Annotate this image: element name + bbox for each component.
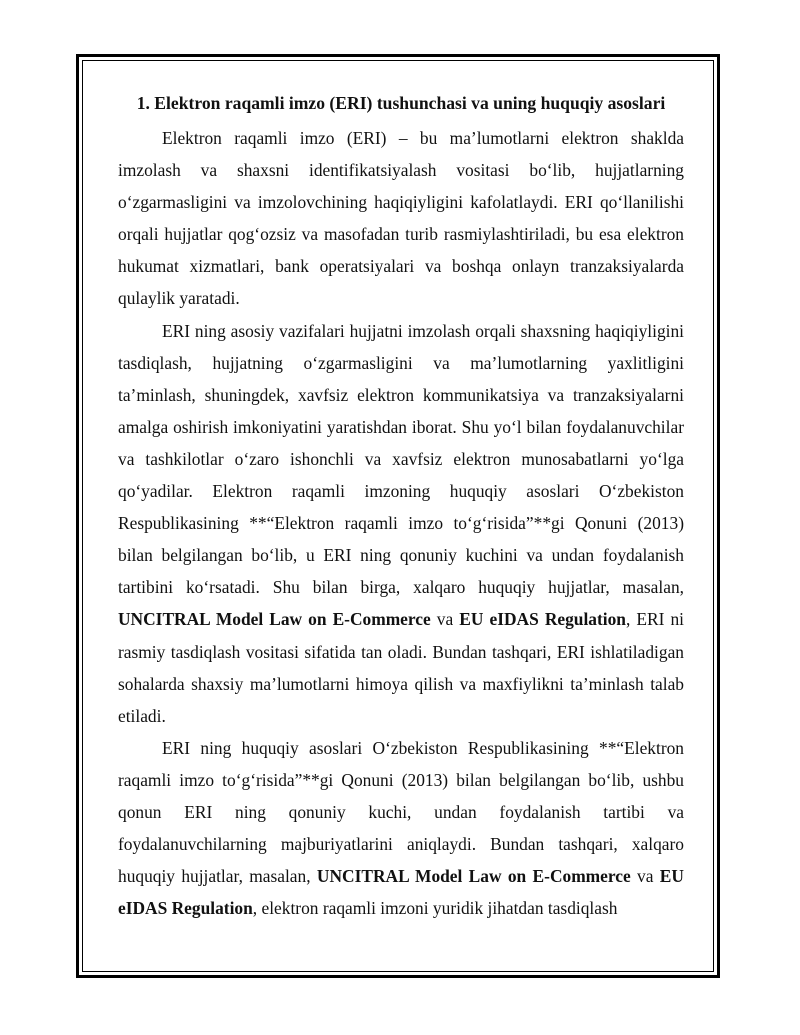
paragraph-3-text-c: , elektron raqamli imzoni yuridik jihatdan tasdiqlash <box>252 898 618 919</box>
paragraph-2-text-a: ERI ning asosiy vazifalari hujjatni imzolash orqali shaxsning haqiqiyligini tasdiqlash, hujjatning o‘zgarmasligini va ma’lumotlarning yaxlitligini ta’minlash, shuningdek, xavfsiz elektron kommunikatsiya va tranzaksiyalarni amalga oshirish imkoniyatini yaratishdan iborat. Shu yo‘l bilan foydalanuvchilar va tashkilotlar o‘zaro ishonchli va xavfsiz elektron munosabatlarni yo‘lga qo‘yadilar. Elektron raqamli imzoning huquqiy asoslari O‘zbekiston Respublikasining **“Elektron raqamli imzo to‘g‘risida”**gi Qonuni (2013) bilan belgilangan bo‘lib, u ERI ning qonuniy kuchini va undan foydalanish tartibini ko‘rsatadi. Shu bilan birga, xalqaro huquqiy hujjatlar, masalan, <box>118 320 684 598</box>
paragraph-2 <box>118 315 684 732</box>
paragraph-1: Elektron raqamli imzo (ERI) – bu ma’lumotlarni elektron shaklda imzolash va shaxsni identifikatsiyalash vositasi bo‘lib, hujjatlarning o‘zgarmasligini va imzolovchining haqiqiyligini kafolatlaydi. ERI qo‘llanilishi orqali hujjatlar qog‘ozsiz va masofadan turib rasmiylashtiriladi, bu esa elektron hukumat xizmatlari, bank operatsiyalari va boshqa onlayn tranzaksiyalarda qulaylik yaratadi. <box>118 128 684 309</box>
paragraph-2-text-b: va <box>430 609 460 630</box>
section-heading: 1. Elektron raqamli imzo (ERI) tushunchasi va uning huquqiy asoslari <box>136 93 666 113</box>
document-body <box>118 88 684 924</box>
paragraph-3-text-a: ERI ning huquqiy asoslari O‘zbekiston Respublikasining **“Elektron raqamli imzo to‘g‘risida”**gi Qonuni (2013) bilan belgilangan bo‘lib, ushbu qonun ERI ning qonuniy kuchi, undan foydalanish tartibi va foydalanuvchilarning majburiyatlarini aniqlaydi. Bundan tashqari, xalqaro huquqiy hujjatlar, masalan, <box>118 737 684 887</box>
paragraph-2-bold-eidas: EU eIDAS Regulation <box>459 609 626 630</box>
paragraph-2-bold-uncitral: UNCITRAL Model Law on E-Commerce <box>118 609 431 630</box>
paragraph-3-bold-eidas: EU eIDAS Regulation <box>118 866 684 919</box>
paragraph-3-text-b: va <box>630 866 660 887</box>
paragraph-3-bold-uncitral: UNCITRAL Model Law on E-Commerce <box>316 866 631 887</box>
paragraph-3 <box>118 732 684 925</box>
paragraph-2-text-c: , ERI ni rasmiy tasdiqlash vositasi sifatida tan oladi. Bundan tashqari, ERI ishlatiladigan sohalarda shaxsiy ma’lumotlarni himoya qilish va maxfiylikni ta’minlash talab etiladi. <box>118 609 684 726</box>
